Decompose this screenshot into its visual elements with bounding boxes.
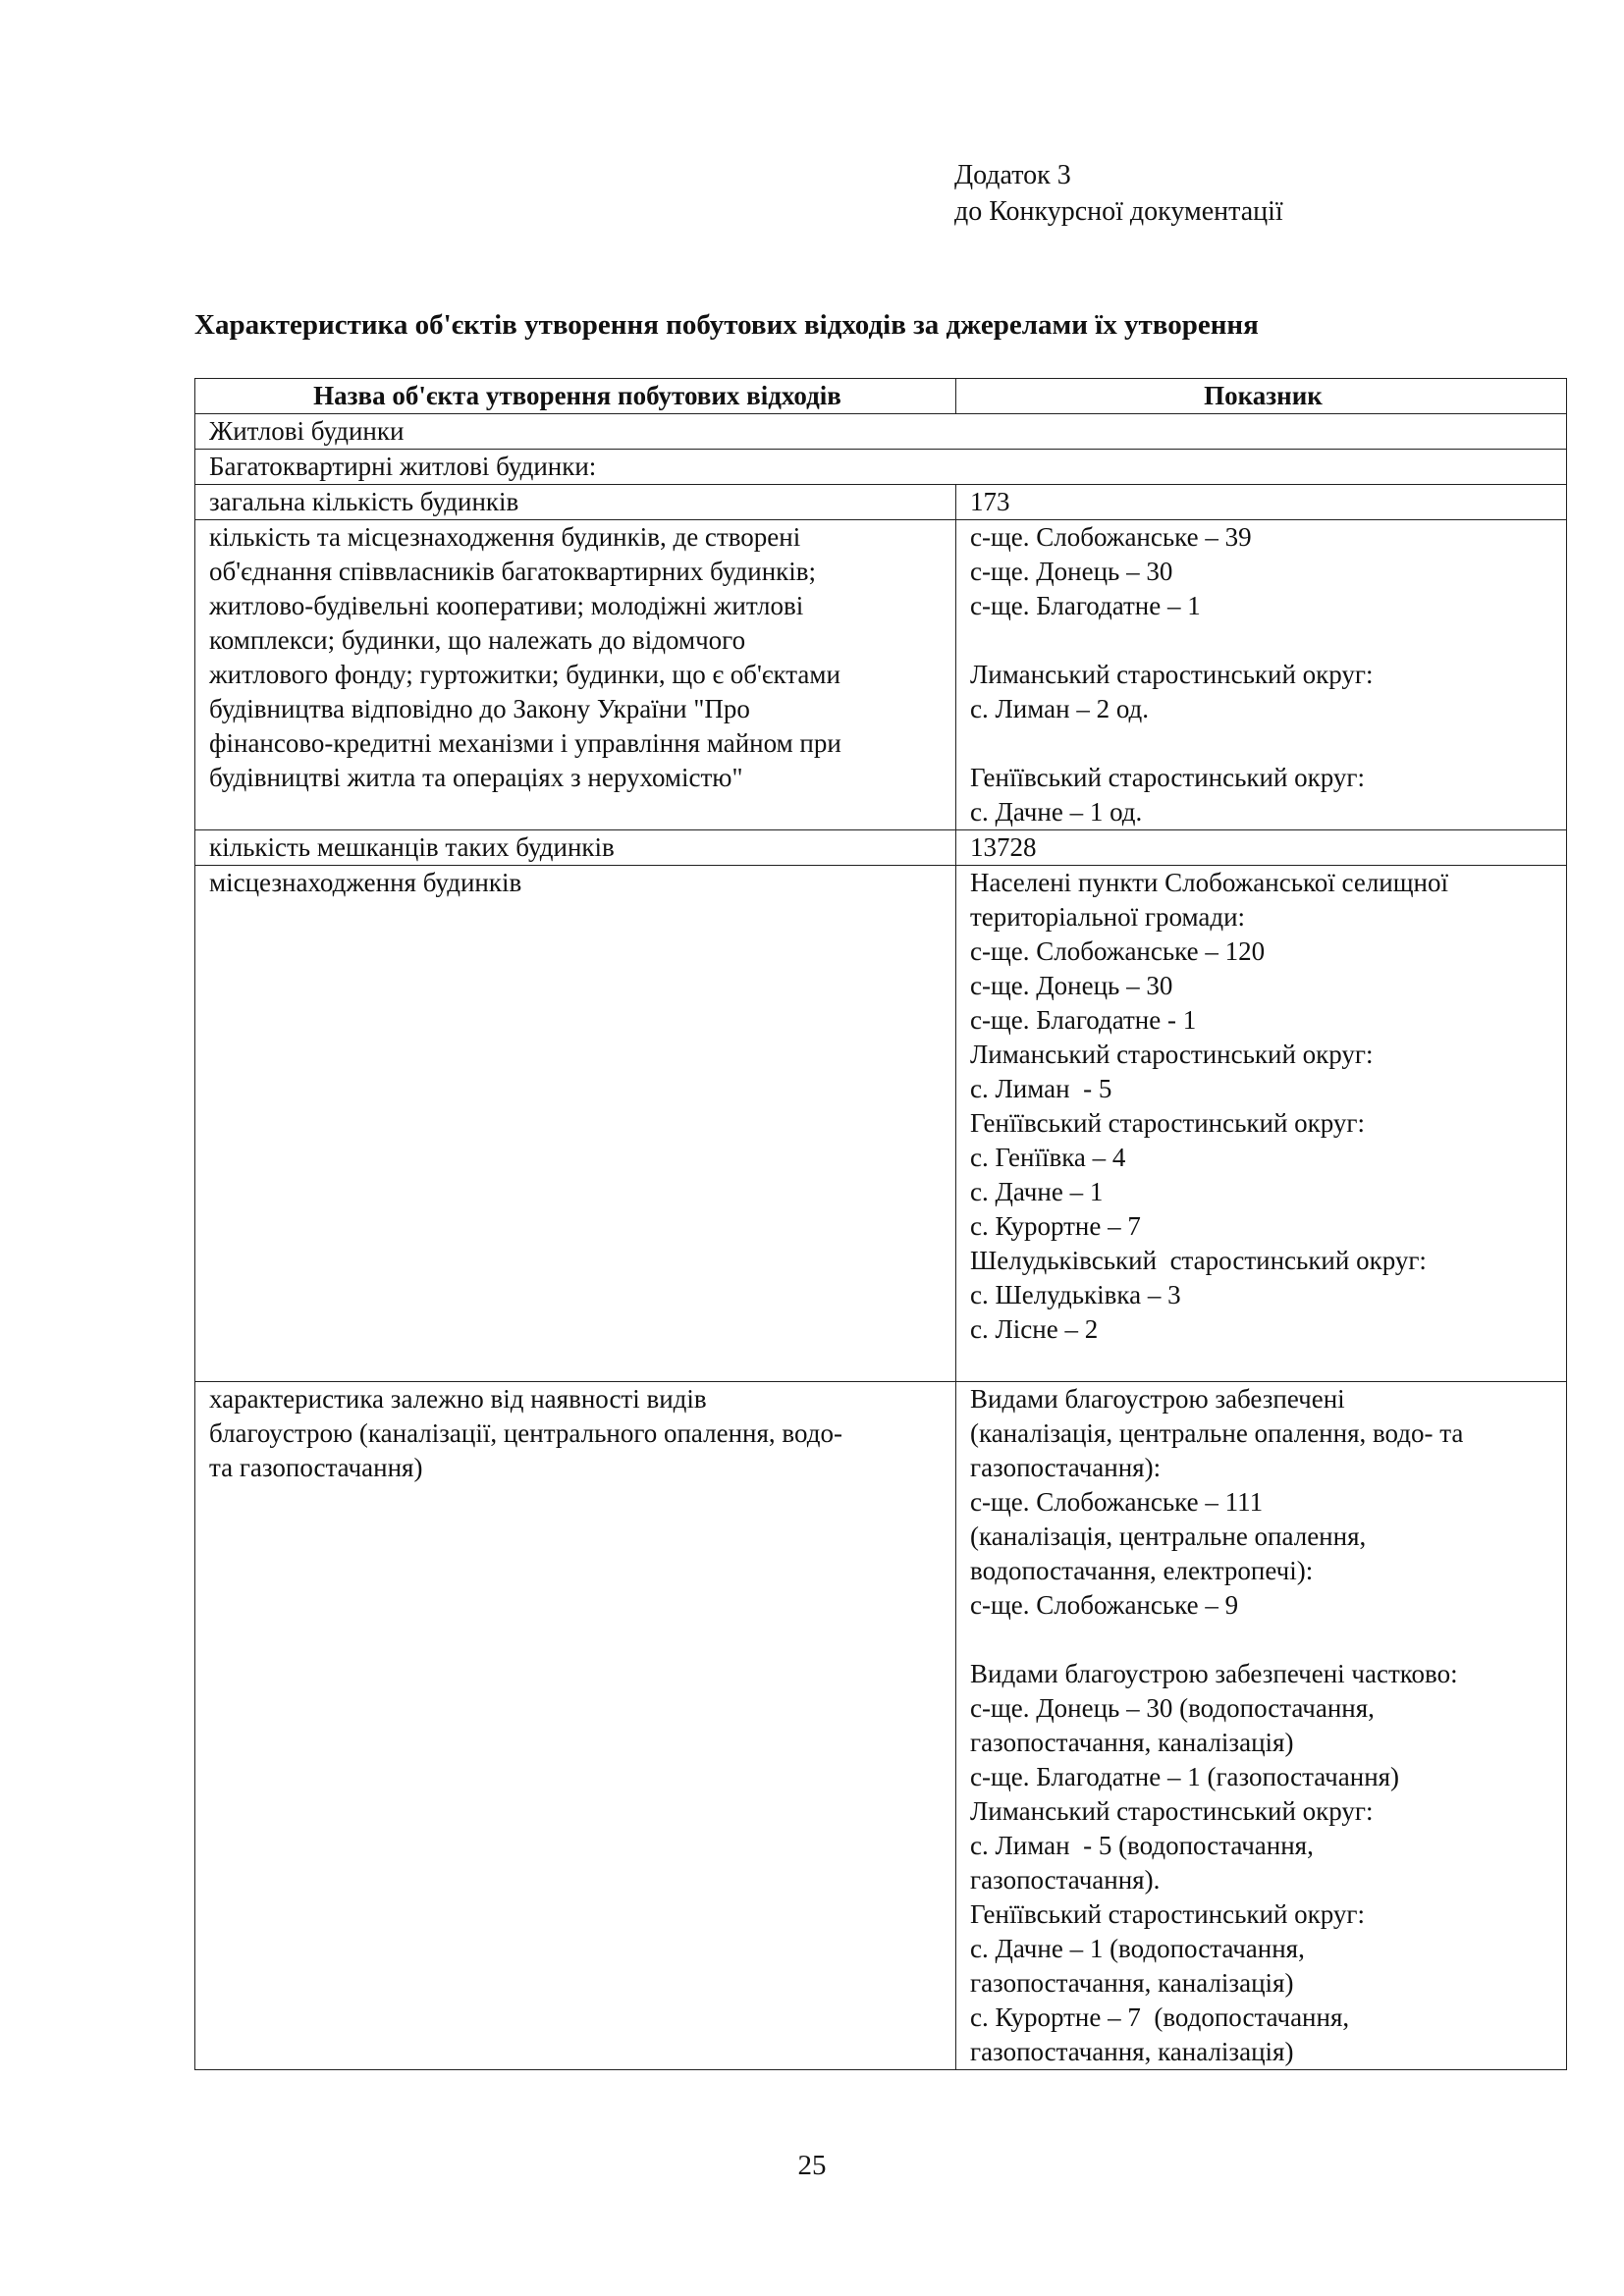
indicator-line (970, 1347, 1556, 1381)
indicator-line: с. Дачне – 1 (970, 1177, 1104, 1206)
indicator-line: газопостачання, каналізація) (970, 2037, 1294, 2066)
waste-sources-table (194, 378, 1567, 2070)
object-name-line: загальна кількість будинків (209, 487, 519, 516)
indicator-line: с-ще. Благодатне – 1 (970, 591, 1201, 620)
indicator-line: с-ще. Благодатне - 1 (970, 1005, 1197, 1035)
object-name-line: благоустрою (каналізації, центрального опалення, водо- (209, 1418, 842, 1448)
indicator-cell (956, 520, 1567, 830)
indicator-line: (каналізація, центральне опалення, (970, 1522, 1367, 1551)
document-title: Характеристика об'єктів утворення побутових відходів за джерелами їх утворення (194, 309, 1259, 341)
object-name-line: будівництва відповідно до Закону України "Про (209, 694, 750, 723)
indicator-line: Видами благоустрою забезпечені (970, 1384, 1345, 1414)
indicator-cell (956, 830, 1567, 866)
indicator-line: с-ще. Донець – 30 (водопостачання, (970, 1693, 1375, 1723)
object-name-line: місцезнаходження будинків (209, 868, 522, 897)
indicator-line: с. Лісне – 2 (970, 1314, 1099, 1344)
indicator-line (970, 726, 1556, 761)
object-name-line: та газопостачання) (209, 1453, 423, 1482)
table-row (195, 866, 1567, 1382)
indicator-line: с. Генїївка – 4 (970, 1143, 1126, 1172)
table-row (195, 485, 1567, 520)
annex-header (954, 157, 1283, 230)
indicator-line: Лиманський старостинський округ: (970, 1040, 1374, 1069)
indicator-line: газопостачання, каналізація) (970, 1728, 1294, 1757)
table-row (195, 830, 1567, 866)
object-name-cell (195, 830, 956, 866)
indicator-line: с-ще. Донець – 30 (970, 971, 1173, 1000)
indicator-line: 173 (970, 487, 1010, 516)
indicator-line: Генїївський старостинський округ: (970, 1108, 1365, 1138)
indicator-cell (956, 485, 1567, 520)
annex-line-2: до Конкурсної документації (954, 196, 1283, 227)
indicator-line: 13728 (970, 832, 1037, 862)
indicator-line: с. Курортне – 7 (970, 1211, 1141, 1241)
indicator-line: с. Дачне – 1 од. (970, 797, 1143, 827)
object-name-line: будівництві житла та операціях з нерухомістю" (209, 763, 743, 792)
indicator-line: с-ще. Слобожанське – 111 (970, 1487, 1264, 1517)
indicator-line: газопостачання). (970, 1865, 1161, 1895)
indicator-line (970, 623, 1556, 658)
object-name-line: кількість мешканців таких будинків (209, 832, 615, 862)
table-header-row (195, 379, 1567, 414)
object-name-line: об'єднання співвласників багатоквартирних будинків; (209, 557, 817, 586)
indicator-line: Лиманський старостинський округ: (970, 1796, 1374, 1826)
indicator-line: с-ще. Слобожанське – 39 (970, 522, 1252, 552)
object-name-line: фінансово-кредитні механізми і управління майном при (209, 728, 841, 758)
object-name-line: житлового фонду; гуртожитки; будинки, що є об'єктами (209, 660, 840, 689)
indicator-line: с-ще. Донець – 30 (970, 557, 1173, 586)
annex-line-1: Додаток 3 (954, 160, 1071, 190)
indicator-line: с. Лиман - 5 (водопостачання, (970, 1831, 1314, 1860)
object-name-cell (195, 1382, 956, 2070)
indicator-line: Генїївський старостинський округ: (970, 763, 1365, 792)
object-name-line: характеристика залежно від наявності видів (209, 1384, 707, 1414)
indicator-line: Лиманський старостинський округ: (970, 660, 1374, 689)
indicator-cell (956, 1382, 1567, 2070)
indicator-cell (956, 866, 1567, 1382)
indicator-line: с-ще. Слобожанське – 120 (970, 936, 1266, 966)
indicator-line: Шелудьківський старостинський округ: (970, 1246, 1427, 1275)
indicator-line: Населені пункти Слобожанської селищної (970, 868, 1448, 897)
header-object-name: Назва об'єкта утворення побутових відходів (195, 379, 956, 414)
object-name-line: комплекси; будинки, що належать до відомчого (209, 625, 746, 655)
indicator-line: с. Дачне – 1 (водопостачання, (970, 1934, 1305, 1963)
section-label: Житлові будинки (195, 414, 1567, 450)
object-name-cell (195, 485, 956, 520)
indicator-line: газопостачання, каналізація) (970, 1968, 1294, 1998)
indicator-line: с. Лиман – 2 од. (970, 694, 1150, 723)
indicator-line: с. Курортне – 7 (водопостачання, (970, 2002, 1350, 2032)
section-label: Багатоквартирні житлові будинки: (195, 450, 1567, 485)
table-row (195, 520, 1567, 830)
indicator-line: територіальної громади: (970, 902, 1246, 932)
object-name-cell (195, 866, 956, 1382)
indicator-line: с-ще. Благодатне – 1 (газопостачання) (970, 1762, 1400, 1791)
indicator-line: с. Шелудьківка – 3 (970, 1280, 1181, 1309)
indicator-line: с-ще. Слобожанське – 9 (970, 1590, 1239, 1620)
object-name-line: кількість та місцезнаходження будинків, де створені (209, 522, 801, 552)
object-name-cell (195, 520, 956, 830)
header-indicator: Показник (956, 379, 1567, 414)
indicator-line: Генїївський старостинський округ: (970, 1899, 1365, 1929)
page-number: 25 (797, 2150, 827, 2181)
indicator-line: (каналізація, центральне опалення, водо- та (970, 1418, 1464, 1448)
indicator-line: водопостачання, електропечі): (970, 1556, 1314, 1585)
table-row (195, 1382, 1567, 2070)
section-row-residential (195, 414, 1567, 450)
section-row-apartment-buildings (195, 450, 1567, 485)
indicator-line (970, 1623, 1556, 1657)
object-name-line: житлово-будівельні кооперативи; молодіжні житлові (209, 591, 804, 620)
indicator-line: газопостачання): (970, 1453, 1162, 1482)
indicator-line: с. Лиман - 5 (970, 1074, 1112, 1103)
indicator-line: Видами благоустрою забезпечені частково: (970, 1659, 1458, 1688)
